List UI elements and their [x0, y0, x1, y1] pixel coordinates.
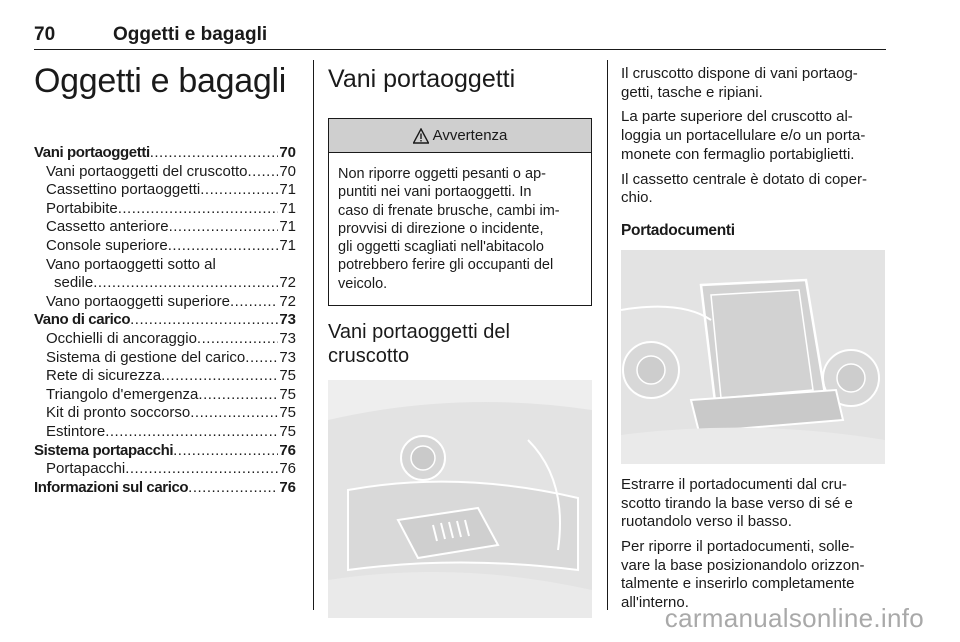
toc-entry[interactable]	[34, 386, 296, 405]
toc-leader-dots	[105, 423, 278, 442]
toc-leader-dots	[168, 237, 279, 256]
toc-page-number: 75	[279, 422, 296, 440]
text-line: caso di frenate brusche, cambi im-	[338, 202, 560, 219]
toc-page-number: 71	[279, 218, 296, 236]
text-line: puntiti nei vani portaoggetti. In	[338, 184, 532, 201]
toc-entry-text: Portapacchi	[46, 460, 126, 478]
content-column-2	[328, 58, 592, 618]
watermark: carmanualsonline.info	[664, 603, 924, 633]
text-line: potrebbero ferire gli occupanti del	[338, 257, 554, 274]
toc-leader-dots	[198, 386, 278, 405]
text-line: loggia un portacellulare e/o un porta-	[621, 127, 866, 145]
toc-page-number: 72	[279, 274, 296, 292]
toc-entry[interactable]	[34, 237, 296, 256]
toc-column	[34, 58, 296, 497]
toc-entry-text: Estintore	[46, 422, 106, 440]
warning-text	[329, 153, 591, 305]
toc-entry-text: Vano portaoggetti superiore	[46, 292, 231, 310]
toc-page-number: 76	[279, 441, 296, 459]
toc-leader-dots	[125, 460, 278, 479]
paragraph-store	[621, 538, 887, 613]
toc-entry[interactable]	[34, 218, 296, 237]
toc-page-number: 71	[279, 181, 296, 199]
dashboard-storage-illustration	[328, 380, 592, 618]
toc-entry-text: Sistema di gestione del carico	[46, 348, 246, 366]
text-line: cruscotto	[328, 345, 410, 368]
toc-page-number: 72	[279, 292, 296, 310]
toc-entry-text: Triangolo d'emergenza	[46, 385, 199, 403]
toc-page-number: 76	[279, 478, 296, 496]
text-line: veicolo.	[338, 275, 388, 292]
toc-entry[interactable]	[34, 181, 296, 200]
toc-page-number: 75	[279, 404, 296, 422]
heading-portadocumenti: Portadocumenti	[621, 221, 735, 239]
toc-leader-dots	[190, 404, 278, 423]
toc-chapter-entry[interactable]	[34, 311, 296, 330]
toc-page-number: 71	[279, 199, 296, 217]
toc-entry[interactable]	[34, 274, 296, 293]
toc-entry-text: Informazioni sul carico	[34, 478, 189, 496]
paragraph-extract	[621, 476, 887, 532]
warning-label: Avvertenza	[432, 127, 508, 144]
toc-leader-dots	[169, 218, 279, 237]
text-line: Il cruscotto dispone di vani portaog-	[621, 65, 858, 82]
text-line: La parte superiore del cruscotto al-	[621, 108, 853, 126]
toc-leader-dots	[118, 200, 279, 219]
toc-entry[interactable]	[34, 330, 296, 349]
header-title: Oggetti e bagagli	[113, 24, 268, 45]
toc-entry[interactable]	[34, 404, 296, 423]
page-number: 70	[34, 24, 56, 45]
toc-entry-text: Cassettino portaoggetti	[46, 181, 201, 199]
toc-page-number: 73	[279, 348, 296, 366]
page-header	[34, 14, 886, 50]
toc-leader-dots	[173, 442, 278, 461]
table-of-contents	[34, 144, 296, 497]
text-line: Vani portaoggetti del	[328, 321, 510, 344]
toc-page-number: 76	[279, 460, 296, 478]
text-line: all'interno.	[621, 594, 689, 612]
toc-entry-text: Occhielli di ancoraggio	[46, 329, 197, 347]
toc-chapter-entry[interactable]	[34, 442, 296, 461]
text-line: Il cassetto centrale è dotato di coper-	[621, 170, 867, 188]
warning-triangle-icon	[413, 128, 429, 144]
text-line: Non riporre oggetti pesanti o ap-	[338, 166, 546, 182]
toc-entry-text: Vano di carico	[34, 311, 131, 329]
toc-chapter-entry[interactable]	[34, 479, 296, 498]
toc-leader-dots	[93, 274, 278, 293]
warning-box	[328, 118, 592, 306]
text-line: monete con fermaglio portabiglietti.	[621, 145, 855, 163]
text-line: vare la base posizionandolo orizzon-	[621, 556, 865, 574]
toc-entry[interactable]	[34, 293, 296, 312]
toc-page-number: 75	[279, 367, 296, 385]
text-line: Per riporre il portadocumenti, solle-	[621, 538, 855, 556]
toc-page-number: 75	[279, 385, 296, 403]
content-column-3	[621, 58, 887, 619]
column-divider-1	[313, 60, 314, 610]
toc-entry[interactable]	[34, 367, 296, 386]
text-line: provvisi di direzione o incidente,	[338, 220, 544, 237]
toc-entry-text: Portabibite	[46, 199, 118, 217]
toc-entry[interactable]	[34, 200, 296, 219]
toc-leader-dots	[230, 293, 278, 312]
toc-page-number: 71	[279, 236, 296, 254]
toc-entry-text: Cassetto anteriore	[46, 218, 169, 236]
toc-entry-text: Kit di pronto soccorso	[46, 404, 191, 422]
toc-leader-dots	[161, 367, 278, 386]
toc-entry-text: Sistema portapacchi	[34, 441, 174, 459]
toc-entry-text: Vano portaoggetti sotto al	[46, 255, 216, 273]
toc-entry-text: Vani portaoggetti del cruscotto	[46, 162, 248, 180]
toc-entry-text: sedile	[54, 274, 94, 292]
toc-leader-dots	[150, 144, 279, 163]
toc-leader-dots	[245, 349, 278, 368]
toc-entry[interactable]	[34, 423, 296, 442]
toc-page-number: 70	[279, 144, 296, 161]
toc-leader-dots	[200, 181, 278, 200]
toc-leader-dots	[188, 479, 278, 498]
paragraph-dashboard	[621, 65, 887, 102]
chapter-title: Oggetti e bagagli	[34, 62, 286, 100]
toc-entry-text: Console superiore	[46, 236, 168, 254]
subsection-title	[328, 320, 592, 368]
section-title: Vani portaoggetti	[328, 65, 516, 93]
toc-entry-label[interactable]	[34, 256, 296, 275]
toc-entry[interactable]	[34, 460, 296, 479]
toc-entry-text: Vani portaoggetti	[34, 144, 150, 161]
column-divider-2	[607, 60, 608, 610]
toc-page-number: 70	[279, 162, 296, 180]
text-line: ruotandolo verso il basso.	[621, 513, 792, 531]
toc-entry[interactable]	[34, 163, 296, 182]
toc-leader-dots	[248, 163, 279, 182]
toc-leader-dots	[197, 330, 278, 349]
toc-entry-text: Rete di sicurezza	[46, 367, 162, 385]
text-line: Estrarre il portadocumenti dal cru-	[621, 475, 847, 493]
text-line: chio.	[621, 189, 653, 207]
toc-chapter-entry[interactable]	[34, 144, 296, 163]
paragraph-top-dashboard	[621, 108, 887, 164]
text-line: getti, tasche e ripiani.	[621, 83, 763, 101]
paragraph-center-drawer	[621, 171, 887, 208]
warning-header	[329, 119, 591, 153]
toc-page-number: 73	[279, 311, 296, 329]
text-line: scotto tirando la base verso di sé e	[621, 494, 853, 512]
document-holder-illustration	[621, 250, 885, 464]
toc-entry[interactable]	[34, 349, 296, 368]
toc-leader-dots	[130, 311, 278, 330]
toc-page-number: 73	[279, 329, 296, 347]
text-line: gli oggetti scagliati nell'abitacolo	[338, 239, 544, 256]
text-line: talmente e inserirlo completamente	[621, 575, 855, 593]
